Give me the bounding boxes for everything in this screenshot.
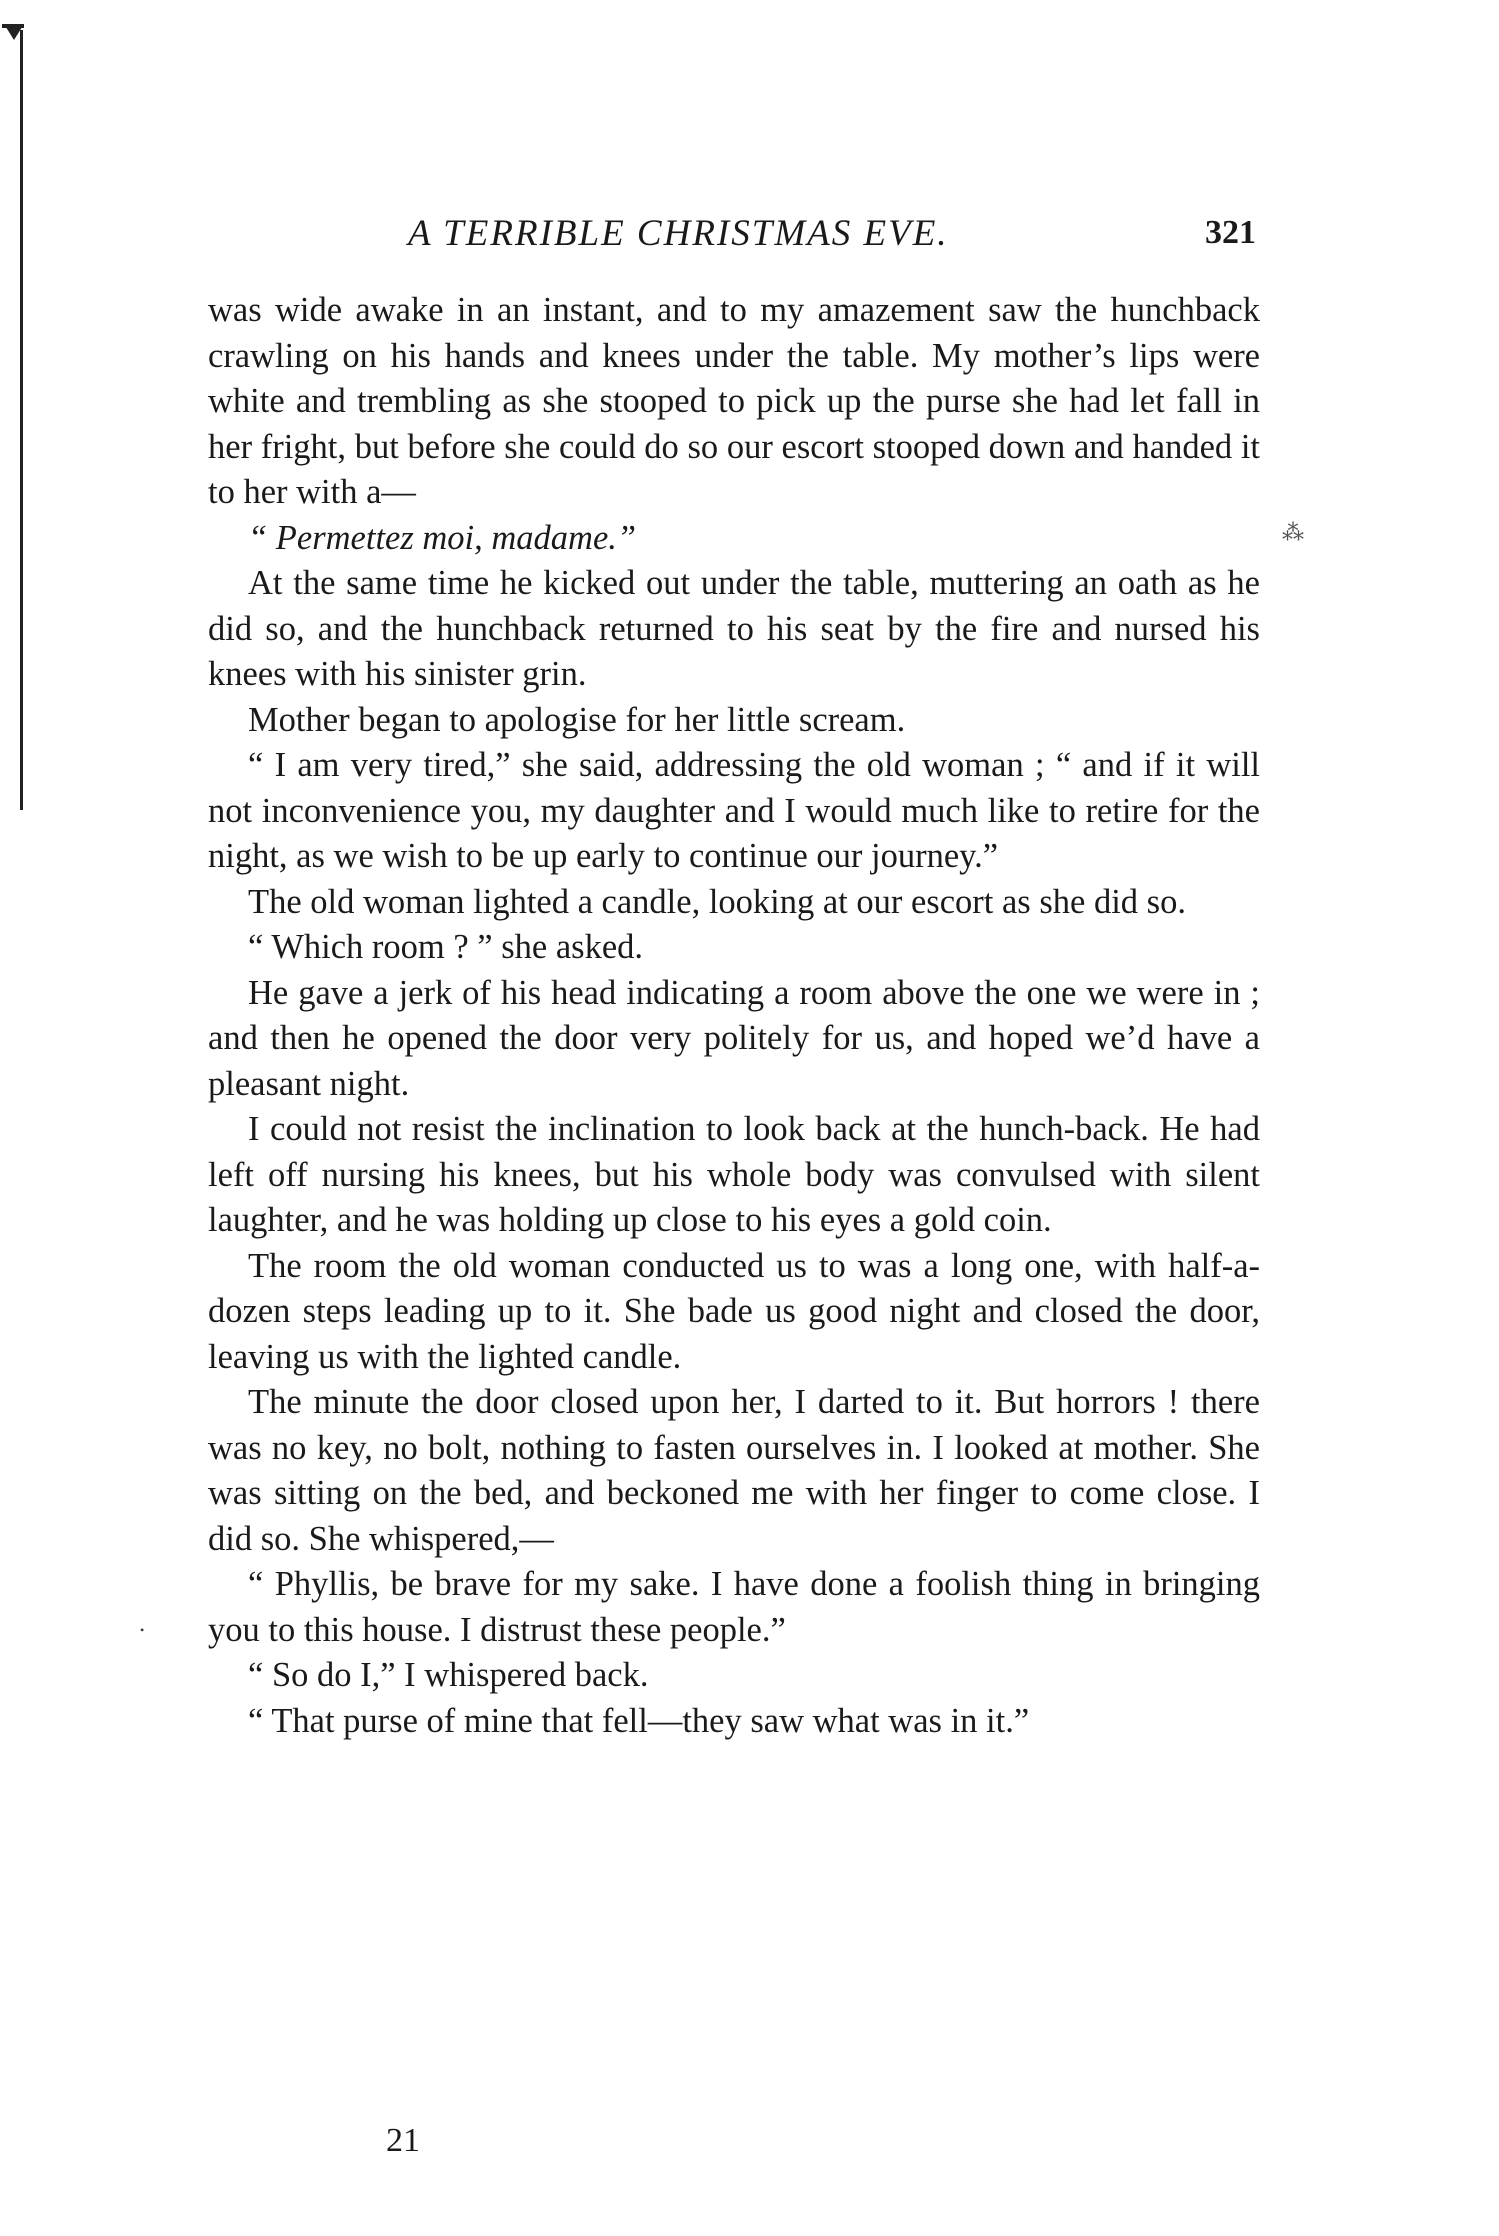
paragraph: “ Phyllis, be brave for my sake. I have done a foolish thing in bringing you to this house. I distrust these people.”	[208, 1565, 1260, 1649]
paragraph: was wide awake in an instant, and to my amazement saw the hunchback crawling on his hands and knees under the table. My mother’s lips were white and trembling as she stooped to pick up the purse she had let fall in her fright, but before she could do so our escort stooped down and handed it to her with a—	[208, 291, 1260, 511]
paragraph: “ Which room ? ” she asked.	[248, 928, 644, 966]
paragraph: The old woman lighted a candle, looking at our escort as she did so.	[248, 882, 1186, 921]
paragraph: “ That purse of mine that fell—they saw what was in it.”	[248, 1701, 1030, 1740]
italic-quote: “ Permettez moi, madame.”	[248, 518, 637, 557]
paragraph: “ So do I,” I whispered back.	[248, 1656, 649, 1694]
paragraph	[208, 516, 1260, 562]
signature-mark: 21	[386, 2122, 420, 2159]
paragraph: The minute the door closed upon her, I darted to it. But horrors ! there was no key, no bolt, nothing to fasten ourselves in. I looked at mother. She was sitting on the bed, and beckoned me with her finger to come close. I did so. She whispered,—	[208, 1383, 1260, 1558]
margin-smudge-icon: ⁂	[1282, 520, 1304, 545]
body-text	[208, 288, 1260, 1744]
running-title: A TERRIBLE CHRISTMAS EVE.	[408, 213, 949, 254]
paragraph: Mother began to apologise for her little scream.	[248, 700, 906, 739]
paragraph: “ I am very tired,” she said, addressing the old woman ; “ and if it will not inconvenience you, my daughter and I would much like to retire for the night, as we wish to be up early to continue our journey.”	[208, 746, 1260, 875]
margin-dot-icon: •	[140, 1623, 145, 1637]
margin-binding-rule	[20, 30, 23, 810]
running-header	[208, 210, 1256, 260]
page-number: 321	[1205, 214, 1256, 251]
paragraph: I could not resist the inclination to look back at the hunch-back. He had left off nursing his knees, but his whole body was convulsed with silent laughter, and he was holding up close to his eyes a gold coin.	[208, 1110, 1260, 1239]
paragraph: At the same time he kicked out under the table, muttering an oath as he did so, and the hunchback returned to his seat by the fire and nursed his knees with his sinister grin.	[208, 564, 1260, 693]
paragraph: He gave a jerk of his head indicating a room above the one we were in ; and then he opened the door very politely for us, and hoped we’d have a pleasant night.	[208, 973, 1260, 1103]
paragraph: The room the old woman conducted us to was a long one, with half-a-dozen steps leading up to it. She bade us good night and closed the door, leaving us with the lighted candle.	[208, 1246, 1260, 1376]
